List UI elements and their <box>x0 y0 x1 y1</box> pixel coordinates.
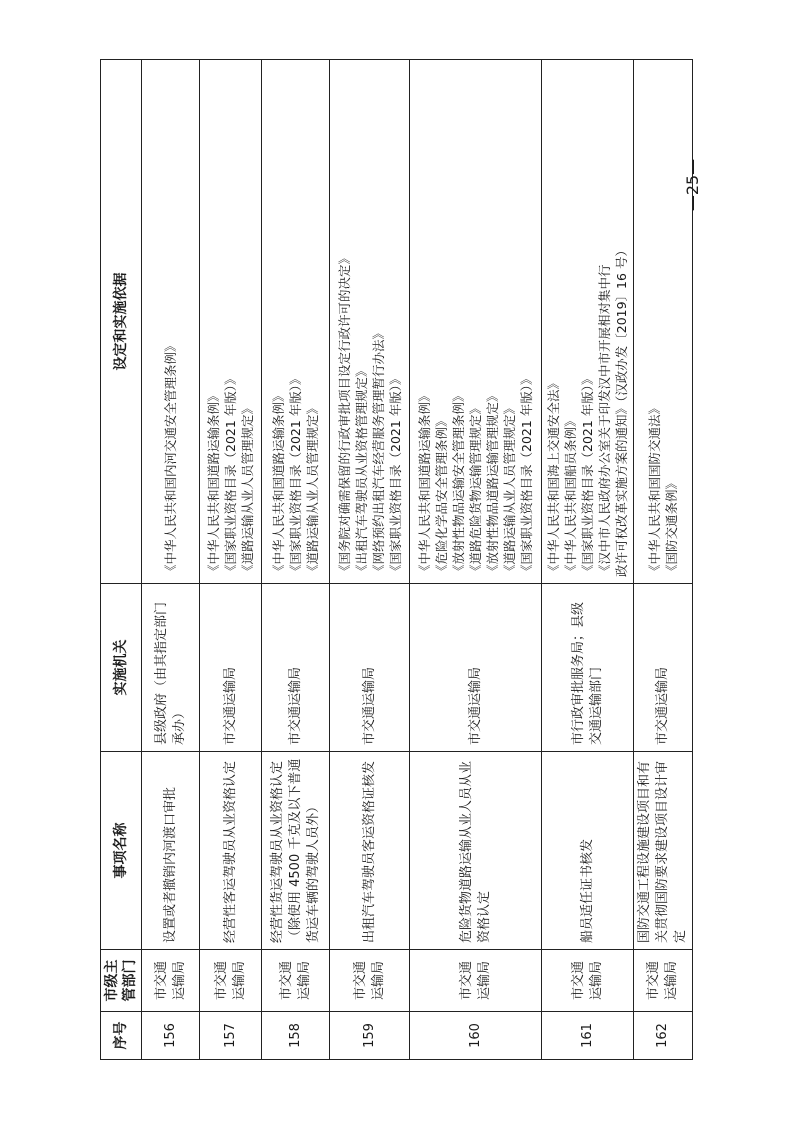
row-agency: 市交通运输局 <box>200 584 262 752</box>
row-name: 经营性货运驾驶员从业资格认定（除使用 4500 千克及以下普通货运车辆的驾驶人员外） <box>262 752 330 950</box>
header-dept: 市级主管部门 <box>101 950 142 1012</box>
header-no: 序号 <box>101 1012 142 1060</box>
row-name: 经营性客运驾驶员从业资格认定 <box>200 752 262 950</box>
basis-line: 《国防交通条例》 <box>664 476 679 577</box>
basis-line: 《中华人民共和国道路运输条例》 <box>271 389 286 577</box>
row-name: 出租汽车驾驶员客运资格证核发 <box>330 752 410 950</box>
row-basis <box>262 60 330 584</box>
basis-line: 《中华人民共和国海上交通安全法》 <box>546 376 561 577</box>
row-no: 157 <box>200 1012 262 1060</box>
row-no: 158 <box>262 1012 330 1060</box>
row-dept: 市交通运输局 <box>142 950 200 1012</box>
row-agency: 市交通运输局 <box>410 584 542 752</box>
header-agency: 实施机关 <box>101 584 142 752</box>
row-name: 危险货物道路运输从业人员从业资格认定 <box>410 752 542 950</box>
row-agency: 市交通运输局 <box>262 584 330 752</box>
basis-line: 《国家职业资格目录（2021 年版）》 <box>387 372 403 577</box>
row-dept: 市交通运输局 <box>262 950 330 1012</box>
table-row <box>410 60 542 1060</box>
basis-line: 《网络预约出租汽车经营服务管理暂行办法》 <box>370 326 386 577</box>
row-basis <box>142 60 200 584</box>
row-agency: 市行政审批服务局；县级交通运输部门 <box>542 584 634 752</box>
row-dept: 市交通运输局 <box>330 950 410 1012</box>
rotated-table-wrapper <box>100 60 688 1060</box>
row-name: 国防交通工程设施建设项目和有关贯彻国防要求建设项目设计审定 <box>634 752 693 950</box>
header-basis: 设定和实施依据 <box>101 60 142 584</box>
approval-items-table <box>100 59 693 1060</box>
table-row <box>330 60 410 1060</box>
row-dept: 市交通运输局 <box>634 950 693 1012</box>
row-agency: 市交通运输局 <box>330 584 410 752</box>
row-no: 160 <box>410 1012 542 1060</box>
row-basis <box>410 60 542 584</box>
page-number: —25— <box>682 158 702 212</box>
row-basis <box>330 60 410 584</box>
table-row <box>262 60 330 1060</box>
basis-line: 《中华人民共和国国防交通法》 <box>647 401 662 577</box>
basis-line: 《国务院对确需保留的行政审批项目设定行政许可的决定》 <box>336 251 352 577</box>
basis-line: 《道路运输从业人员管理规定》 <box>502 401 517 577</box>
row-dept: 市交通运输局 <box>542 950 634 1012</box>
basis-line: 《道路危险货物运输管理规定》 <box>468 401 483 577</box>
table-row <box>200 60 262 1060</box>
table-header-row <box>101 60 142 1060</box>
basis-line: 《道路运输从业人员管理规定》 <box>240 401 255 577</box>
row-dept: 市交通运输局 <box>410 950 542 1012</box>
row-name: 船员适任证书核发 <box>542 752 634 950</box>
header-name: 事项名称 <box>101 752 142 950</box>
basis-line: 《危险化学品安全管理条例》 <box>434 414 449 577</box>
row-no: 161 <box>542 1012 634 1060</box>
basis-line: 政许可权改革实施方案的通知》（汉政办发〔2019〕16 号） <box>614 244 629 577</box>
basis-line: 《汉中市人民政府办公室关于印发汉中市开展相对集中行 <box>597 264 612 577</box>
basis-line: 《放射性物品运输安全管理条例》 <box>451 389 466 577</box>
basis-line: 《出租汽车驾驶员从业资格管理规定》 <box>353 364 369 577</box>
basis-line: 《中华人民共和国内河交通安全管理条例》 <box>163 339 178 577</box>
basis-line: 《中华人民共和国船员条例》 <box>563 414 578 577</box>
basis-line: 《国家职业资格目录（2021 年版）》 <box>223 372 238 577</box>
row-dept: 市交通运输局 <box>200 950 262 1012</box>
table-row <box>542 60 634 1060</box>
basis-line: 《中华人民共和国道路运输条例》 <box>417 389 432 577</box>
row-name: 设置或者撤销内河渡口审批 <box>142 752 200 950</box>
basis-line: 《国家职业资格目录（2021 年版）》 <box>288 372 303 577</box>
row-no: 156 <box>142 1012 200 1060</box>
row-agency: 市交通运输局 <box>634 584 693 752</box>
basis-line: 《国家职业资格目录（2021 年版）》 <box>519 372 534 577</box>
row-no: 159 <box>330 1012 410 1060</box>
row-basis <box>542 60 634 584</box>
row-agency: 县级政府（由其指定部门承办） <box>142 584 200 752</box>
basis-line: 《中华人民共和国道路运输条例》 <box>206 389 221 577</box>
row-no: 162 <box>634 1012 693 1060</box>
row-basis <box>200 60 262 584</box>
basis-line: 《国家职业资格目录（2021 年版）》 <box>580 372 595 577</box>
basis-line: 《放射性物品道路运输管理规定》 <box>485 389 500 577</box>
table-row <box>142 60 200 1060</box>
row-basis <box>634 60 693 584</box>
basis-line: 《道路运输从业人员管理规定》 <box>305 401 320 577</box>
